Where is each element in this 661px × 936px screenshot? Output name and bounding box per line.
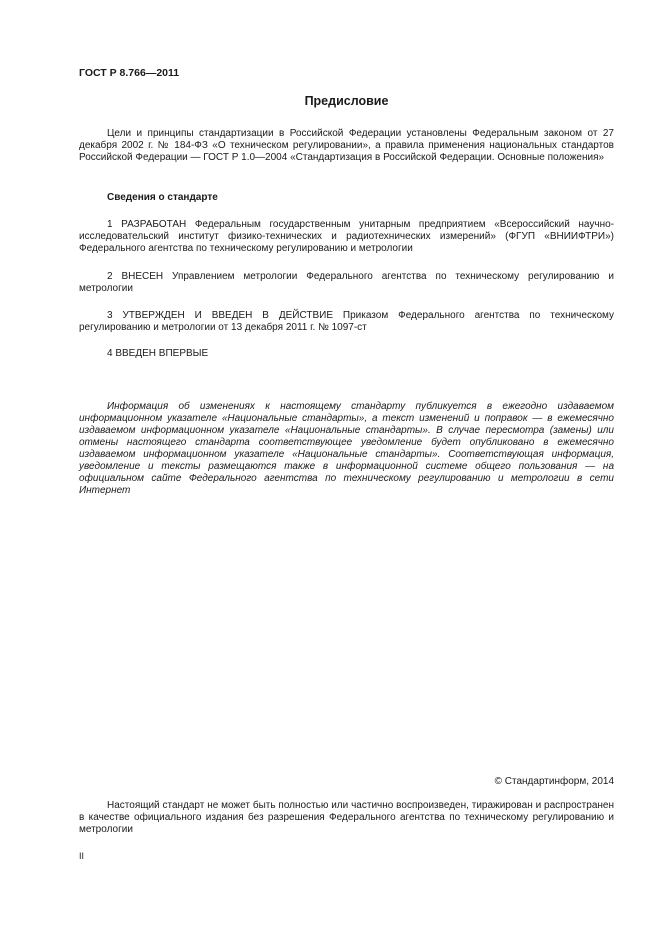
page-number: II [79, 851, 85, 861]
amendments-notice: Информация об изменениях к настоящему стандарту публикуется в ежегодно издаваемом информационном указателе «Национальные стандарты», а текст изменений и поправок — в ежемесячно издаваемом информационном указателе «Национальные стандарты». В случае пересмотра (замены) или отмены настоящего стандарта соответствующее уведомление будет опубликовано в ежемесячно издаваемом информационном указателе «Национальные стандарты». Соответствующая информация, уведомление и тексты размещаются также в информационной системе общего пользования — на официальном сайте Федерального агентства по техническому регулированию и метрологии в сети Интернет [79, 401, 614, 496]
standard-info-heading: Сведения о стандарте [107, 192, 218, 203]
preface-title: Предисловие [304, 94, 389, 108]
preface-intro: Цели и принципы стандартизации в Российской Федерации установлены Федеральным законом от 27 декабря 2002 г. № 184-ФЗ «О техническом регулировании», а правила применения национальных стандартов Российской Федерации — ГОСТ Р 1.0—2004 «Стандартизация в Российской Федерации. Основные положения» [79, 128, 614, 163]
info-item-2: 2 ВНЕСЕН Управлением метрологии Федерального агентства по техническому регулированию и метрологии [79, 271, 614, 294]
document-code: ГОСТ Р 8.766—2011 [79, 67, 180, 79]
info-item-4: 4 ВВЕДЕН ВПЕРВЫЕ [107, 348, 209, 359]
info-item-1: 1 РАЗРАБОТАН Федеральным государственным унитарным предприятием «Всероссийский научно-исследовательский институт физико-технических и радиотехнических измерений» (ФГУП «ВНИИФТРИ») Федерального агентства по техническому регулированию и метрологии [79, 219, 614, 254]
info-item-3: 3 УТВЕРЖДЕН И ВВЕДЕН В ДЕЙСТВИЕ Приказом Федерального агентства по техническому регулированию и метрологии от 13 декабря 2011 г. № 1097-ст [79, 310, 614, 333]
reproduction-notice: Настоящий стандарт не может быть полностью или частично воспроизведен, тиражирован и распространен в качестве официального издания без разрешения Федерального агентства по техническому регулированию и метрологии [79, 800, 614, 835]
copyright: © Стандартинформ, 2014 [494, 776, 614, 787]
